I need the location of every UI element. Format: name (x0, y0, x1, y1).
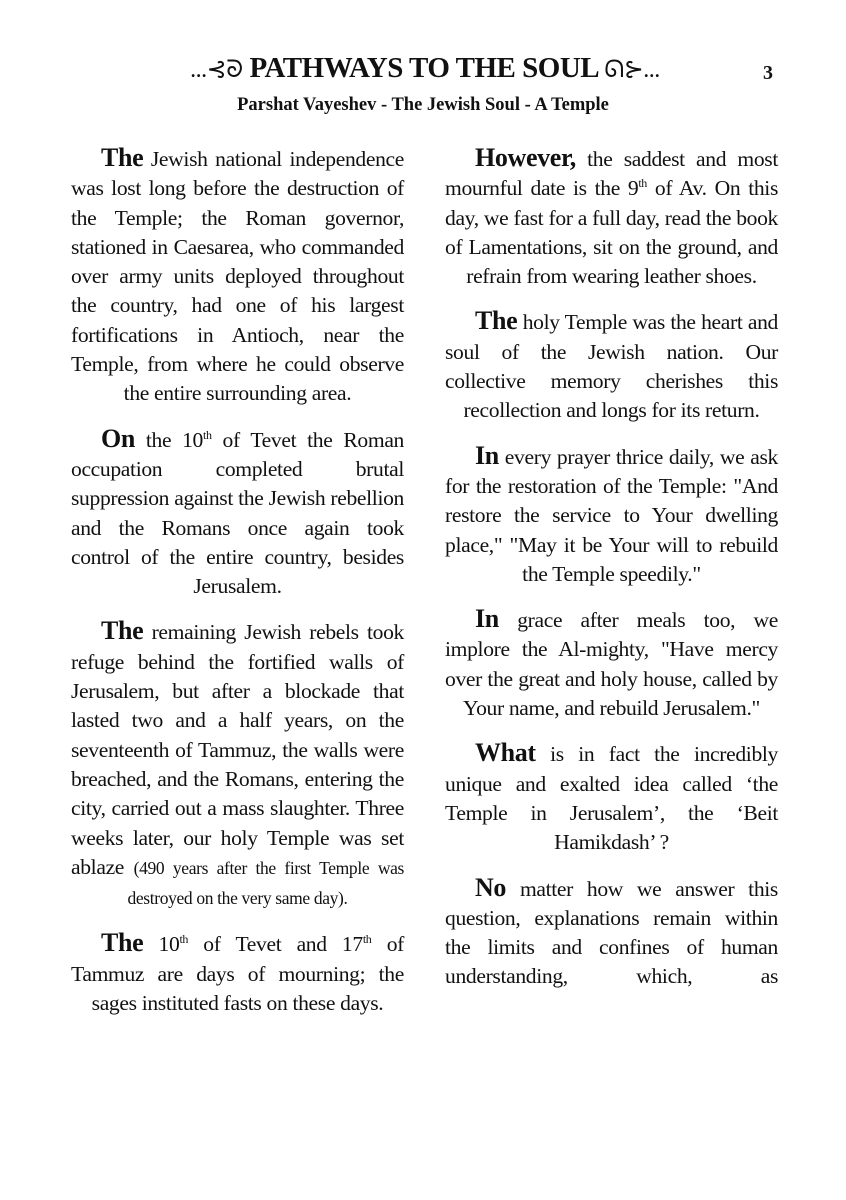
paragraph (71, 424, 404, 602)
paragraph (71, 143, 404, 409)
lead-word: On (101, 423, 135, 453)
paragraph-text: every prayer thrice daily, we ask for the restoration of the Temple: "And restore the service to Your dwelling place," "May it be Your will to rebuild the Temple speedily." (445, 444, 778, 586)
paragraph-text: the saddest and most mournful date is the 9 (445, 147, 778, 201)
paragraph-text: Jewish national independence was lost long before the destruction of the Temple; the Roman governor, stationed in Caesarea, who commanded over army units deployed throughout the country, had one of his largest fortifications in Antioch, near the Temple, from where he could observe the entire surrounding area. (71, 147, 404, 406)
lead-word: However, (475, 143, 576, 172)
publication-title: PATHWAYS TO THE SOUL (249, 52, 598, 84)
paragraph (71, 928, 404, 1018)
ornament-left-icon: ...⊰ᘐ (190, 57, 243, 83)
paragraph-text: of Tammuz are days of mourning; the sages instituted fasts on these days. (71, 932, 404, 1016)
lead-word: The (101, 143, 144, 172)
page-number: 3 (763, 62, 773, 84)
paragraph-text: the 10 (134, 427, 204, 452)
paragraph (445, 306, 778, 425)
paragraph (445, 873, 778, 992)
paragraph (445, 143, 778, 291)
page-subtitle: Parshat Vayeshev - The Jewish Soul - A Temple (237, 95, 609, 115)
superscript: th (638, 176, 647, 191)
paragraph-text: is in fact the incredibly unique and exalted idea called ‘the Temple in Jerusalem’, the ‘Beit Hamikdash’ ? (445, 742, 778, 855)
paragraph (71, 616, 404, 913)
paragraph (445, 738, 778, 857)
paragraph-text: of Tevet and 17 (188, 932, 363, 957)
lead-word: The (101, 928, 144, 958)
paragraph-text: holy Temple was the heart and soul of the Jewish nation. Our collective memory cherishes this recollection and longs for its return. (445, 310, 778, 423)
right-column (445, 143, 778, 1007)
lead-word: The (475, 306, 518, 336)
lead-word: In (475, 440, 499, 470)
running-header (130, 52, 720, 85)
superscript: th (179, 932, 189, 947)
ornament-right-icon: ᘏ⊱... (604, 57, 660, 83)
left-column (71, 143, 404, 1033)
parenthetical-note: (490 years after the first Temple was destroyed on the very same day). (127, 857, 404, 909)
paragraph-text: matter how we answer this question, explanations remain within the limits and confines of human understanding, which, as (445, 876, 778, 989)
superscript: th (203, 427, 212, 442)
paragraph (445, 604, 778, 723)
lead-word: What (475, 738, 536, 768)
paragraph (445, 441, 778, 589)
lead-word: The (101, 616, 144, 646)
lead-word: In (475, 604, 499, 634)
paragraph-text: 10 (143, 932, 180, 957)
paragraph-text: of Av. On this day, we fast for a full day, read the book of Lamentations, sit on the ground, and refrain from wearing leather shoes. (445, 176, 778, 289)
paragraph-text: remaining Jewish rebels took refuge behind the fortified walls of Jerusalem, but after a blockade that lasted two and a half years, on the seventeenth of Tammuz, the walls were breached, and the Romans, entering the city, carried out a mass slaughter. Three weeks later, our holy Temple was set ablaze (71, 620, 404, 879)
paragraph-text: grace after meals too, we implore the Al-mighty, "Have mercy over the great and holy house, called by Your name, and rebuild Jerusalem." (445, 608, 778, 721)
lead-word: No (475, 872, 507, 902)
superscript: th (362, 932, 372, 947)
paragraph-text: of Tevet the Roman occupation completed brutal suppression against the Jewish rebellion and the Romans once again took control of the entire country, besides Jerusalem. (71, 427, 404, 599)
